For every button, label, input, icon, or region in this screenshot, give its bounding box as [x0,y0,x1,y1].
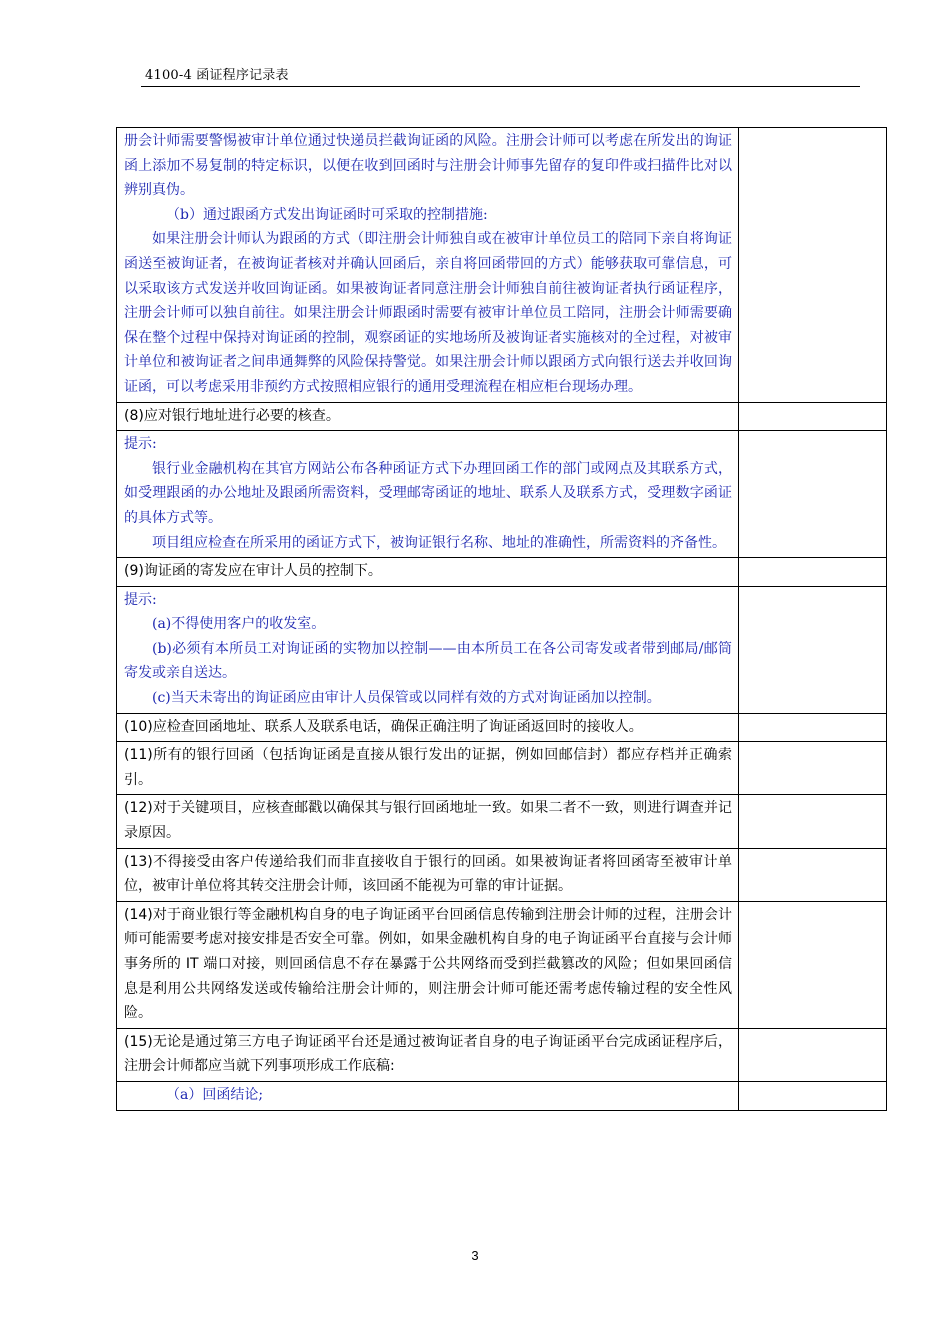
procedure-cell [117,1028,739,1081]
table-row [117,1028,887,1081]
table-row [117,901,887,1028]
record-cell [739,402,887,431]
procedure-text: (8)应对银行地址进行必要的核查。 [124,407,340,424]
table-row [117,795,887,848]
procedure-text: 提示: [124,436,157,453]
header-title: 4100-4 函证程序记录表 [145,68,289,83]
table-row [117,586,887,713]
table-row [117,128,887,403]
procedure-text: (14)对于商业银行等金融机构自身的电子询证函平台回函信息传输到注册会计师的过程，注册会计师可能需要考虑对接安排是否安全可靠。例如，如果金融机构自身的电子询证函平台直接与会计师事务所的 IT 端口对接，则回函信息不存在暴露于公共网络而受到拦截篡改的风险；但如果回函信息是利用公共网络发送或传输给注册会计师的，则注册会计师可能还需考虑传输过程的安全性风险。 [124,906,732,1022]
procedure-text: (10)应检查回函地址、联系人及联系电话，确保正确注明了询证函返回时的接收人。 [124,718,643,735]
record-cell [739,128,887,403]
table-row [117,848,887,901]
procedure-cell [117,431,739,558]
procedure-text: （b）通过跟函方式发出询证函时可采取的控制措施: [166,206,488,223]
procedure-cell [117,713,739,742]
procedure-text: 册会计师需要警惕被审计单位通过快递员拦截询证函的风险。注册会计师可以考虑在所发出的询证函上添加不易复制的特定标识，以便在收到回函时与注册会计师事先留存的复印件或扫描件比对以辨别真伪。 [124,133,732,199]
procedure-text: (15)无论是通过第三方电子询证函平台还是通过被询证者自身的电子询证函平台完成函证程序后，注册会计师都应当就下列事项形成工作底稿: [124,1033,732,1075]
procedure-text: 银行业金融机构在其官方网站公布各种函证方式下办理回函工作的部门或网点及其联系方式，如受理跟函的办公地址及跟函所需资料，受理邮寄函证的地址、联系人及联系方式，受理数字函证的具体方式等。 [124,460,732,526]
record-cell [739,901,887,1028]
procedure-text: (b)必须有本所员工对询证函的实物加以控制——由本所员工在各公司寄发或者带到邮局/邮筒寄发或亲自送达。 [124,640,732,682]
procedure-text: 如果注册会计师认为跟函的方式（即注册会计师独自或在被审计单位员工的陪同下亲自将询证函送至被询证者，在被询证者核对并确认回函后，亲自将回函带回的方式）能够获取可靠信息，可以采取该方式发送并收回询证函。如果被询证者同意注册会计师独自前往被询证者执行函证程序，注册会计师可以独自前往。如果注册会计师跟函时需要有被审计单位员工陪同，注册会计师需要确保在整个过程中保持对询证函的控制，观察函证的实地场所及被询证者实施核对的全过程，对被审计单位和被询证者之间串通舞弊的风险保持警觉。如果注册会计师以跟函方式向银行送去并收回询证函，可以考虑采用非预约方式按照相应银行的通用受理流程在相应柜台现场办理。 [124,231,732,395]
page-header [141,64,860,87]
record-cell [739,1081,887,1110]
procedure-text: (12)对于关键项目，应核查邮戳以确保其与银行回函地址一致。如果二者不一致，则进行调查并记录原因。 [124,800,732,842]
procedure-cell [117,586,739,713]
procedure-cell [117,795,739,848]
procedure-text: (a)不得使用客户的收发室。 [152,616,326,633]
procedure-cell [117,1081,739,1110]
procedure-text: 项目组应检查在所采用的函证方式下，被询证银行名称、地址的准确性，所需资料的齐备性。 [152,534,726,551]
procedure-text: （a）回函结论; [166,1086,264,1103]
page-number: 3 [471,1248,479,1263]
record-cell [739,742,887,795]
procedure-cell [117,402,739,431]
record-cell [739,795,887,848]
record-cell [739,713,887,742]
procedure-text: (c)当天未寄出的询证函应由审计人员保管或以同样有效的方式对询证函加以控制。 [152,690,661,707]
procedure-text: (9)询证函的寄发应在审计人员的控制下。 [124,563,382,580]
table-row [117,1081,887,1110]
record-cell [739,586,887,713]
table-row [117,431,887,558]
table-row [117,558,887,587]
procedure-cell [117,558,739,587]
table-row [117,713,887,742]
record-cell [739,1028,887,1081]
table-row [117,742,887,795]
procedure-table [116,127,887,1111]
record-cell [739,848,887,901]
procedure-text: 提示: [124,591,157,608]
record-cell [739,558,887,587]
procedure-text: (13)不得接受由客户传递给我们而非直接收自于银行的回函。如果被询证者将回函寄至被审计单位，被审计单位将其转交注册会计师，该回函不能视为可靠的审计证据。 [124,853,732,895]
procedure-cell [117,901,739,1028]
table-row [117,402,887,431]
procedure-text: (11)所有的银行回函（包括询证函是直接从银行发出的证据，例如回邮信封）都应存档并正确索引。 [124,747,732,788]
record-cell [739,431,887,558]
procedure-cell [117,848,739,901]
procedure-cell [117,128,739,403]
procedure-cell [117,742,739,795]
